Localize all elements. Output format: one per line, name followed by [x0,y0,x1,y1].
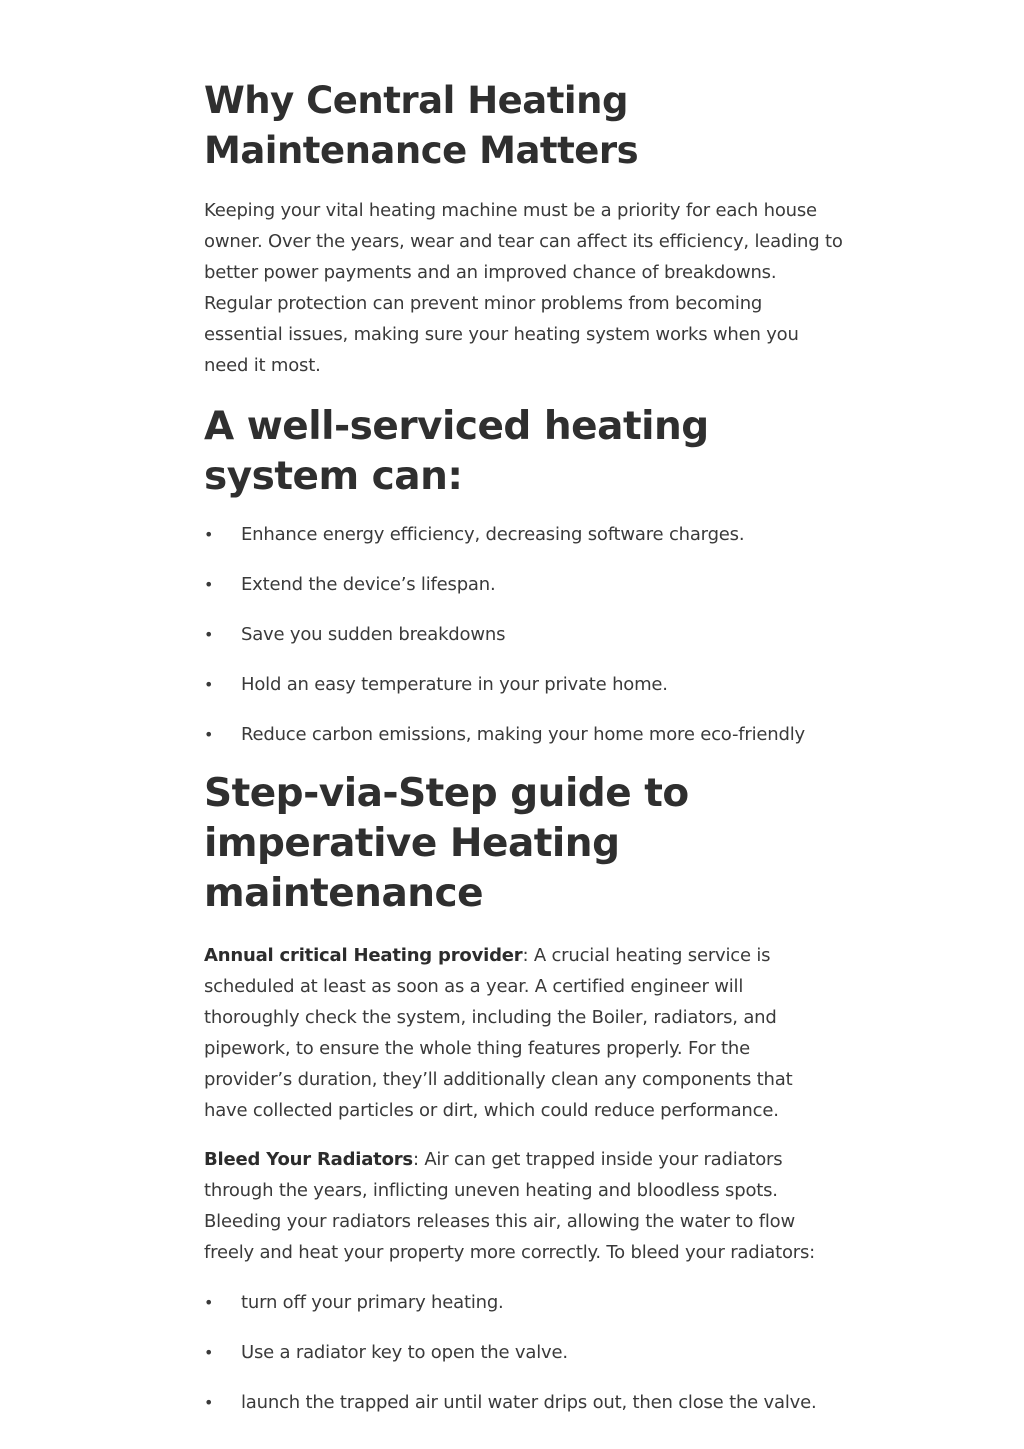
bullet-icon: • [204,575,214,594]
heading-well-serviced-system: A well-serviced heating system can: [204,404,709,499]
list-item-text: Enhance energy efficiency, decreasing software charges. [241,524,745,545]
annual-service-label: Annual critical Heating provider [204,945,523,966]
list-item [204,521,854,549]
heading-why-maintenance-matters: Why Central Heating Maintenance Matters [204,79,639,172]
list-item [204,1289,854,1317]
intro-paragraph: Keeping your vital heating machine must be a priority for each house owner. Over the years, wear and tear can affect its efficiency, leading to better power payments and an improved chance of breakdowns. Regular protection can prevent minor problems from becoming essential issues, making sure your heating system works when you need it most. [204,200,843,376]
article-content [204,76,854,1417]
list-item-text: Hold an easy temperature in your private home. [241,674,668,695]
bleed-radiators-text: : Air can get trapped inside your radiators through the years, inflicting uneven heating and bloodless spots. Bleeding your radiators releases this air, allowing the water to flow freely and heat your property more correctly. To bleed your radiators: [204,1149,816,1263]
list-item [204,671,854,699]
bleed-steps-list [204,1289,854,1417]
list-item-text: Use a radiator key to open the valve. [241,1342,568,1363]
list-item [204,1339,854,1367]
bullet-icon: • [204,1343,214,1362]
list-item-text: Save you sudden breakdowns [241,624,506,645]
list-item-text: turn off your primary heating. [241,1292,504,1313]
heading-step-by-step-guide: Step-via-Step guide to imperative Heating maintenance [204,771,689,916]
annual-service-paragraph [204,940,819,1126]
list-item [204,621,854,649]
list-item-text: Extend the device’s lifespan. [241,574,496,595]
bullet-icon: • [204,525,214,544]
bullet-icon: • [204,725,214,744]
list-item [204,721,854,749]
bullet-icon: • [204,1393,214,1412]
bullet-icon: • [204,1293,214,1312]
list-item [204,1389,854,1417]
bleed-radiators-paragraph [204,1144,844,1268]
list-item [204,571,854,599]
list-item-text: Reduce carbon emissions, making your home more eco-friendly [241,724,805,745]
bullet-icon: • [204,625,214,644]
benefits-list [204,521,854,749]
bleed-radiators-label: Bleed Your Radiators [204,1149,413,1170]
annual-service-text: : A crucial heating service is scheduled at least as soon as a year. A certified engineer will thoroughly check the system, including the Boiler, radiators, and pipework, to ensure the whole thing features properly. For the provider’s duration, they’ll additionally clean any components that have collected particles or dirt, which could reduce performance. [204,945,793,1121]
bullet-icon: • [204,675,214,694]
list-item-text: launch the trapped air until water drips out, then close the valve. [241,1392,817,1413]
